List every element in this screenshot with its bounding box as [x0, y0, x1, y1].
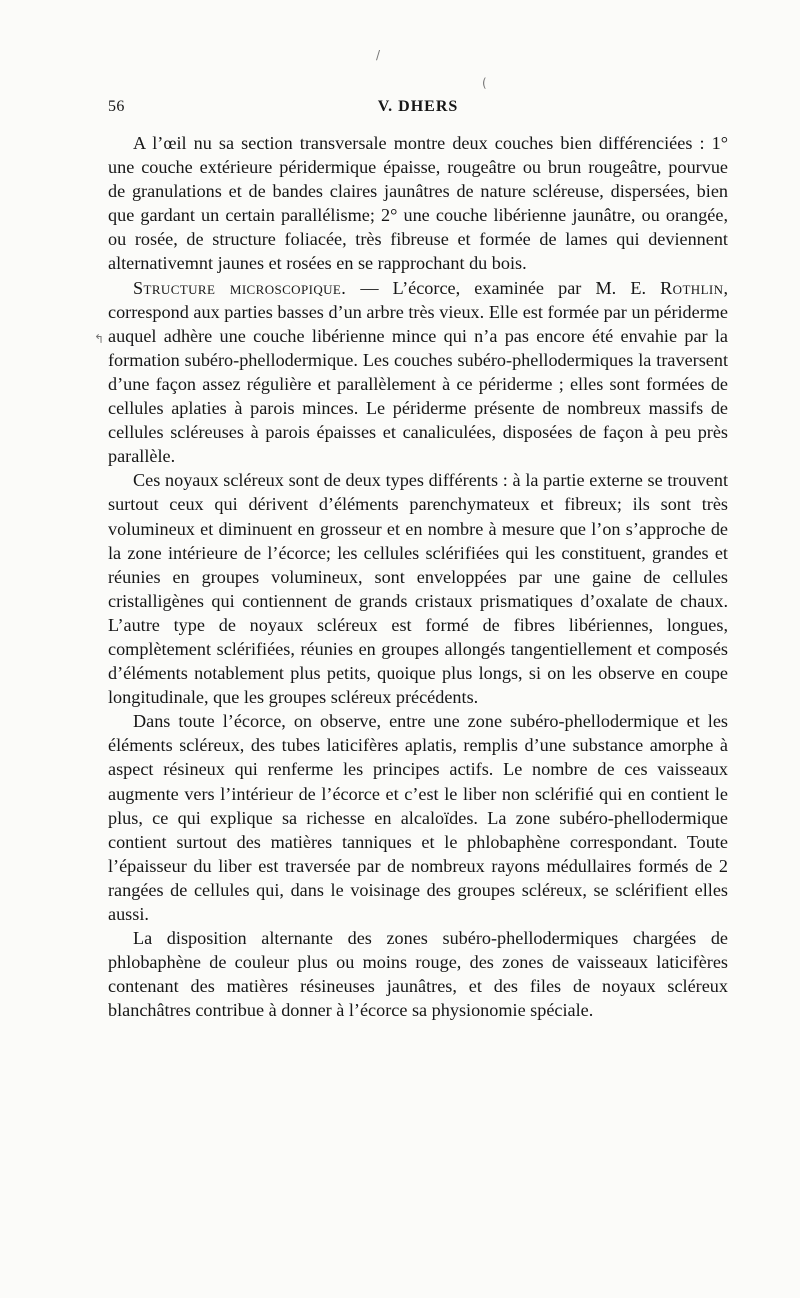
page-header	[108, 98, 728, 122]
paragraph-microscopic-structure	[108, 276, 728, 469]
paragraph-text: La disposition alternante des zones subéro-phellodermiques chargées de phlobaphène de couleur plus ou moins rouge, des zones de vaisseaux laticifères contenant des matières résineuses jaunâtres, et des files de noyaux scléreux blanchâtres contribue à donner à l’écorce sa physionomie spéciale.	[108, 928, 728, 1021]
paragraph-alternating-zones	[108, 926, 728, 1022]
scan-speck: /	[376, 48, 381, 62]
running-head: V. DHERS	[377, 98, 459, 115]
paragraph-text-continued: , correspond aux parties basses d’un arbre très vieux. Elle est formée par un périderme auquel adhère une couche libérienne mince qui n’a pas encore été envahie par la formation subéro-phellodermique. Les couches subéro-phellodermiques la traversent d’une façon assez régulière et parallèlement à ce périderme ; elles sont formées de cellules aplaties à parois minces. Le périderme présente de nombreux massifs de cellules scléreuses à parois épaisses et canaliculées, disposées de façon à peu près parallèle.	[108, 277, 728, 467]
paragraph-text: Ces noyaux scléreux sont de deux types différents : à la partie externe se trouvent surtout ceux qui dérivent d’éléments parenchymateux et fibreux; ils sont très volumineux et diminuent en grosseur et en nombre à mesure que l’on s’approche de la zone intérieure de l’écorce; les cellules sclérifiées qui les constituent, grandes et réunies en groupes volumineux, sont enveloppées par une gaine de cellules cristalligènes qui contiennent de grands cristaux prismatiques d’oxalate de chaux. L’autre type de noyaux scléreux est formé de fibres libériennes, longues, complètement sclérifiées, réunies en groupes allongés tangentiellement et composés d’éléments notablement plus petits, quoique plus longs, si on les observe en coupe longitudinale, que les groupes scléreux précédents.	[108, 470, 728, 708]
person-name: Rothlin	[660, 277, 724, 298]
body-text	[108, 131, 728, 1022]
paragraph-text: Dans toute l’écorce, on observe, entre une zone subéro-phellodermique et les éléments scléreux, des tubes laticifères aplatis, remplis d’une substance amorphe à aspect résineux qui renferme les principes actifs. Le nombre de ces vaisseaux augmente vers l’intérieur de l’écorce et c’est le liber non sclérifié qui en contient le plus, ce qui explique sa richesse en alcaloïdes. La zone subéro-phellodermique contient surtout des matières tanniques et le phlobaphène correspondant. Toute l’épaisseur du liber est traversée par de nombreux rayons médullaires formés de 2 rangées de cellules qui, dans le voisinage des groupes scléreux, se sclérifient elles aussi.	[108, 711, 728, 924]
paragraph-naked-eye	[108, 131, 728, 276]
margin-mark: ↰	[94, 332, 105, 346]
paragraph-text: A l’œil nu sa section transversale montre deux couches bien différenciées : 1° une couche extérieure péridermique épaisse, rougeâtre ou brun rougeâtre, pourvue de granulations et de bandes claires jaunâtres de nature scléreuse, dispersées, bien que gardant un certain parallélisme; 2° une couche libérienne jaunâtre, ou orangée, ou rosée, de structure foliacée, très fibreuse et formée de lames qui deviennent alternativemnt jaunes et rosées en se rapprochant du bois.	[108, 133, 728, 274]
section-title: Structure microscopique.	[133, 277, 347, 298]
scan-speck: (	[482, 76, 487, 90]
paragraph-sclerous-nuclei	[108, 468, 728, 709]
paragraph-text: — L’écorce, examinée par M. E.	[346, 277, 661, 298]
page-number: 56	[108, 98, 125, 115]
paragraph-laticiferous-tubes	[108, 709, 728, 926]
